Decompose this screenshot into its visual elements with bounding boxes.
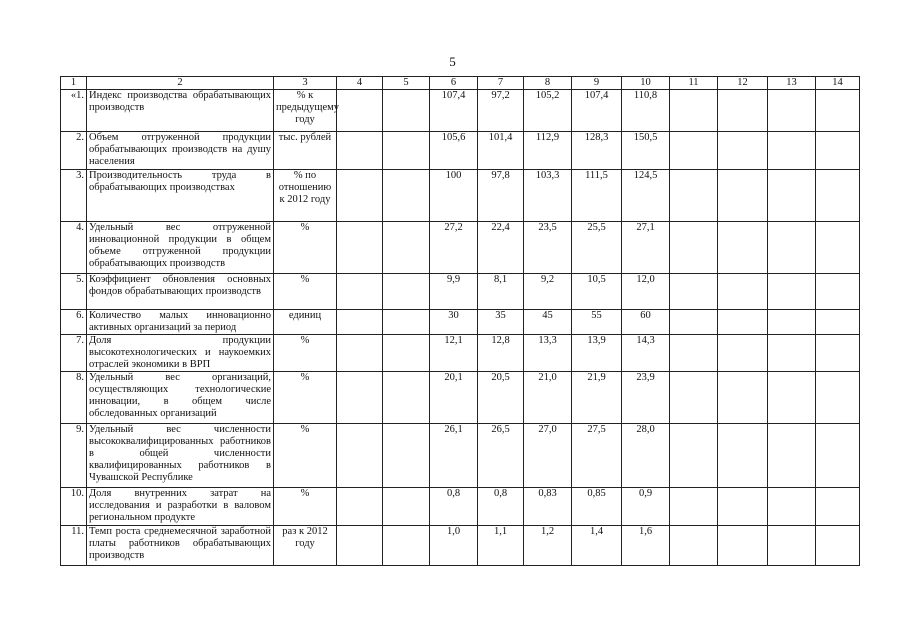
table-row	[61, 274, 860, 310]
value-cell-col14	[816, 274, 860, 310]
value-cell-col5	[383, 310, 430, 335]
value-cell-col9: 0,85	[572, 488, 622, 526]
page-number: 5	[449, 54, 456, 69]
value-cell-col12	[718, 372, 768, 424]
indicator-name-cell: Производительность труда в обрабатывающих производствах	[87, 170, 274, 222]
value-cell-col8: 21,0	[524, 372, 572, 424]
table-row	[61, 90, 860, 132]
value-cell-col10: 110,8	[622, 90, 670, 132]
indicator-name-cell: Удельный вес организаций, осуществляющих технологические инновации, в общем числе обследованных организаций	[87, 372, 274, 424]
indicator-name-cell: Количество малых инновационно активных организаций за период	[87, 310, 274, 335]
value-cell-col12	[718, 170, 768, 222]
value-cell-col11	[670, 335, 718, 372]
value-cell-col7: 20,5	[478, 372, 524, 424]
row-number-cell: 9.	[61, 424, 87, 488]
value-cell-col13	[768, 222, 816, 274]
table-row	[61, 222, 860, 274]
value-cell-col12	[718, 335, 768, 372]
value-cell-col8: 105,2	[524, 90, 572, 132]
unit-cell: %	[274, 222, 337, 274]
value-cell-col11	[670, 424, 718, 488]
value-cell-col4	[337, 424, 383, 488]
value-cell-col9: 111,5	[572, 170, 622, 222]
value-cell-col11	[670, 132, 718, 170]
value-cell-col13	[768, 424, 816, 488]
unit-cell: % по отношению к 2012 году	[274, 170, 337, 222]
unit-cell: раз к 2012 году	[274, 526, 337, 566]
indicator-name-cell: Доля продукции высокотехнологических и наукоемких отраслей экономики в ВРП	[87, 335, 274, 372]
value-cell-col6: 105,6	[430, 132, 478, 170]
value-cell-col7: 0,8	[478, 488, 524, 526]
value-cell-col13	[768, 335, 816, 372]
row-number-cell: 4.	[61, 222, 87, 274]
value-cell-col7: 97,2	[478, 90, 524, 132]
column-number: 2	[87, 77, 274, 90]
value-cell-col6: 27,2	[430, 222, 478, 274]
value-cell-col7: 97,8	[478, 170, 524, 222]
value-cell-col10: 27,1	[622, 222, 670, 274]
value-cell-col9: 21,9	[572, 372, 622, 424]
value-cell-col14	[816, 335, 860, 372]
value-cell-col10: 12,0	[622, 274, 670, 310]
value-cell-col12	[718, 222, 768, 274]
value-cell-col9: 27,5	[572, 424, 622, 488]
value-cell-col14	[816, 310, 860, 335]
table-row	[61, 372, 860, 424]
indicators-table	[60, 76, 860, 566]
value-cell-col9: 25,5	[572, 222, 622, 274]
table-row	[61, 310, 860, 335]
value-cell-col10: 124,5	[622, 170, 670, 222]
value-cell-col8: 1,2	[524, 526, 572, 566]
value-cell-col4	[337, 488, 383, 526]
value-cell-col6: 26,1	[430, 424, 478, 488]
value-cell-col13	[768, 90, 816, 132]
value-cell-col11	[670, 274, 718, 310]
row-number-cell: 2.	[61, 132, 87, 170]
table-row	[61, 488, 860, 526]
unit-cell: тыс. рублей	[274, 132, 337, 170]
value-cell-col5	[383, 274, 430, 310]
table-row	[61, 170, 860, 222]
value-cell-col10: 150,5	[622, 132, 670, 170]
value-cell-col14	[816, 424, 860, 488]
row-number-cell: «1.	[61, 90, 87, 132]
value-cell-col11	[670, 372, 718, 424]
column-number: 11	[670, 77, 718, 90]
value-cell-col7: 8,1	[478, 274, 524, 310]
column-number: 9	[572, 77, 622, 90]
value-cell-col11	[670, 170, 718, 222]
value-cell-col11	[670, 526, 718, 566]
unit-cell: %	[274, 335, 337, 372]
unit-cell: %	[274, 274, 337, 310]
unit-cell: %	[274, 372, 337, 424]
column-number: 4	[337, 77, 383, 90]
value-cell-col4	[337, 90, 383, 132]
value-cell-col5	[383, 424, 430, 488]
value-cell-col8: 112,9	[524, 132, 572, 170]
indicator-name-cell: Объем отгруженной продукции обрабатывающих производств на душу населения	[87, 132, 274, 170]
value-cell-col6: 30	[430, 310, 478, 335]
indicator-name-cell: Удельный вес отгруженной инновационной продукции в общем объеме отгруженной продукции обрабатывающих производств	[87, 222, 274, 274]
column-number: 10	[622, 77, 670, 90]
indicator-name-cell: Доля внутренних затрат на исследования и разработки в валовом региональном продукте	[87, 488, 274, 526]
table-row	[61, 424, 860, 488]
value-cell-col14	[816, 222, 860, 274]
value-cell-col13	[768, 274, 816, 310]
table-row	[61, 132, 860, 170]
value-cell-col13	[768, 372, 816, 424]
value-cell-col4	[337, 372, 383, 424]
unit-cell: % к предыдущему году	[274, 90, 337, 132]
value-cell-col14	[816, 526, 860, 566]
value-cell-col4	[337, 170, 383, 222]
value-cell-col4	[337, 274, 383, 310]
value-cell-col13	[768, 488, 816, 526]
row-number-cell: 7.	[61, 335, 87, 372]
value-cell-col14	[816, 90, 860, 132]
value-cell-col14	[816, 170, 860, 222]
column-number: 6	[430, 77, 478, 90]
column-number: 12	[718, 77, 768, 90]
value-cell-col10: 1,6	[622, 526, 670, 566]
value-cell-col8: 103,3	[524, 170, 572, 222]
table-row	[61, 526, 860, 566]
value-cell-col13	[768, 132, 816, 170]
value-cell-col5	[383, 526, 430, 566]
value-cell-col8: 27,0	[524, 424, 572, 488]
value-cell-col10: 60	[622, 310, 670, 335]
value-cell-col7: 101,4	[478, 132, 524, 170]
row-number-cell: 10.	[61, 488, 87, 526]
indicator-name-cell: Темп роста среднемесячной заработной платы работников обрабатывающих производств	[87, 526, 274, 566]
table-row	[61, 335, 860, 372]
row-number-cell: 6.	[61, 310, 87, 335]
value-cell-col14	[816, 488, 860, 526]
value-cell-col10: 28,0	[622, 424, 670, 488]
value-cell-col12	[718, 310, 768, 335]
value-cell-col4	[337, 132, 383, 170]
value-cell-col11	[670, 488, 718, 526]
value-cell-col11	[670, 222, 718, 274]
value-cell-col5	[383, 222, 430, 274]
unit-cell: %	[274, 488, 337, 526]
value-cell-col5	[383, 90, 430, 132]
value-cell-col9: 13,9	[572, 335, 622, 372]
indicator-name-cell: Индекс производства обрабатывающих производств	[87, 90, 274, 132]
row-number-cell: 5.	[61, 274, 87, 310]
value-cell-col5	[383, 335, 430, 372]
column-number: 1	[61, 77, 87, 90]
column-number: 5	[383, 77, 430, 90]
row-number-cell: 11.	[61, 526, 87, 566]
column-number: 3	[274, 77, 337, 90]
value-cell-col7: 12,8	[478, 335, 524, 372]
value-cell-col8: 23,5	[524, 222, 572, 274]
value-cell-col5	[383, 132, 430, 170]
value-cell-col5	[383, 170, 430, 222]
value-cell-col6: 9,9	[430, 274, 478, 310]
value-cell-col5	[383, 372, 430, 424]
value-cell-col10: 23,9	[622, 372, 670, 424]
indicator-name-cell: Коэффициент обновления основных фондов обрабатывающих производств	[87, 274, 274, 310]
value-cell-col12	[718, 132, 768, 170]
value-cell-col12	[718, 488, 768, 526]
value-cell-col4	[337, 335, 383, 372]
value-cell-col8: 0,83	[524, 488, 572, 526]
value-cell-col4	[337, 526, 383, 566]
value-cell-col6: 20,1	[430, 372, 478, 424]
value-cell-col4	[337, 222, 383, 274]
value-cell-col8: 45	[524, 310, 572, 335]
value-cell-col9: 1,4	[572, 526, 622, 566]
value-cell-col9: 128,3	[572, 132, 622, 170]
value-cell-col9: 10,5	[572, 274, 622, 310]
value-cell-col6: 12,1	[430, 335, 478, 372]
column-number-row	[61, 77, 860, 90]
value-cell-col5	[383, 488, 430, 526]
value-cell-col13	[768, 310, 816, 335]
column-number: 13	[768, 77, 816, 90]
value-cell-col12	[718, 90, 768, 132]
value-cell-col14	[816, 372, 860, 424]
value-cell-col8: 9,2	[524, 274, 572, 310]
value-cell-col6: 107,4	[430, 90, 478, 132]
value-cell-col7: 22,4	[478, 222, 524, 274]
unit-cell: %	[274, 424, 337, 488]
value-cell-col10: 14,3	[622, 335, 670, 372]
indicator-name-cell: Удельный вес численности высококвалифицированных работников в общей численности квалифицированных работников в Чувашской Республике	[87, 424, 274, 488]
value-cell-col12	[718, 424, 768, 488]
value-cell-col8: 13,3	[524, 335, 572, 372]
value-cell-col13	[768, 170, 816, 222]
value-cell-col7: 35	[478, 310, 524, 335]
value-cell-col9: 55	[572, 310, 622, 335]
value-cell-col7: 1,1	[478, 526, 524, 566]
value-cell-col14	[816, 132, 860, 170]
column-number: 14	[816, 77, 860, 90]
value-cell-col12	[718, 274, 768, 310]
column-number: 7	[478, 77, 524, 90]
value-cell-col6: 0,8	[430, 488, 478, 526]
row-number-cell: 8.	[61, 372, 87, 424]
value-cell-col11	[670, 310, 718, 335]
value-cell-col6: 1,0	[430, 526, 478, 566]
value-cell-col11	[670, 90, 718, 132]
value-cell-col13	[768, 526, 816, 566]
value-cell-col9: 107,4	[572, 90, 622, 132]
value-cell-col12	[718, 526, 768, 566]
unit-cell: единиц	[274, 310, 337, 335]
value-cell-col6: 100	[430, 170, 478, 222]
value-cell-col4	[337, 310, 383, 335]
column-number: 8	[524, 77, 572, 90]
row-number-cell: 3.	[61, 170, 87, 222]
value-cell-col10: 0,9	[622, 488, 670, 526]
value-cell-col7: 26,5	[478, 424, 524, 488]
